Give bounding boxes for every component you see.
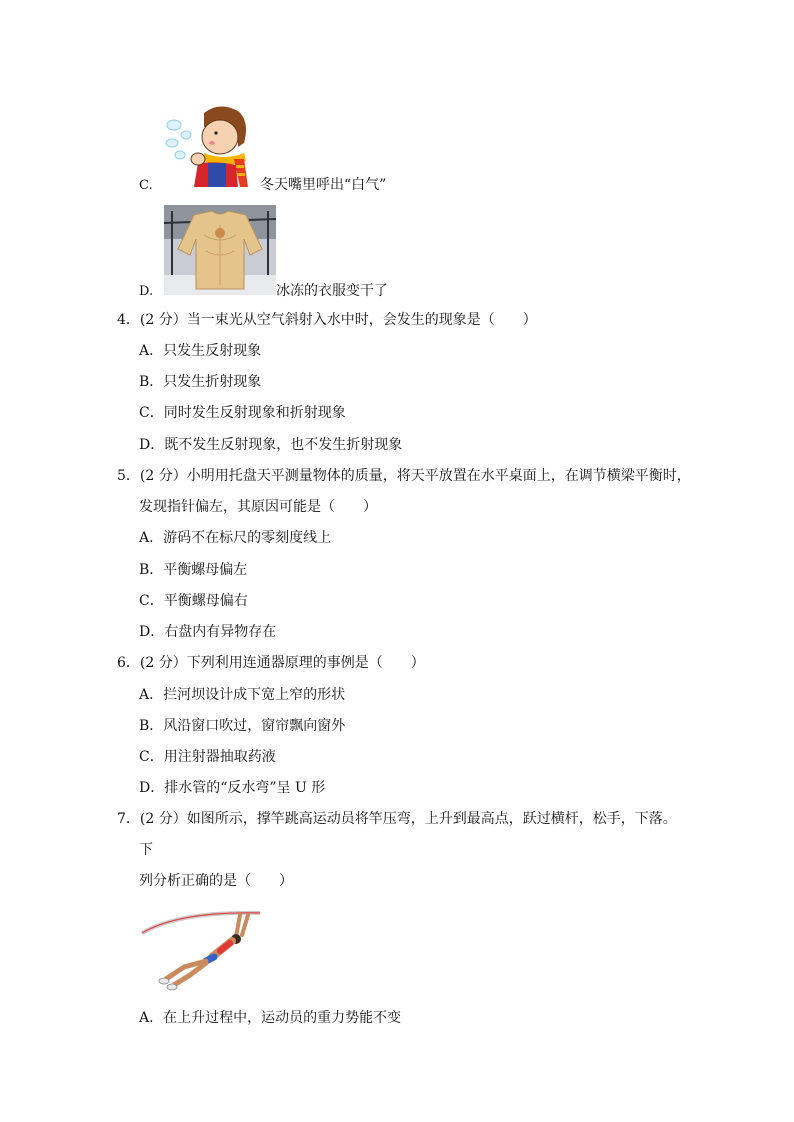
option-d-letter: D. <box>139 284 154 299</box>
question-5-option-d: D．右盘内有异物存在 <box>139 624 277 640</box>
question-7-stem-line2: 下 <box>139 842 153 858</box>
question-5-option-a: A．游码不在标尺的零刻度线上 <box>139 530 332 546</box>
option-c-text: 冬天嘴里呼出“白气” <box>260 177 387 193</box>
question-6-option-b: B．风沿窗口吹过，窗帘飘向窗外 <box>139 718 346 734</box>
question-5-option-c: C．平衡螺母偏右 <box>139 593 248 609</box>
question-5-option-b: B．平衡螺母偏左 <box>139 562 248 578</box>
question-6-option-d: D．排水管的“反水弯”呈 U 形 <box>139 780 326 796</box>
question-4-option-d: D．既不发生反射现象，也不发生折射现象 <box>139 437 403 453</box>
question-6-option-a: A．拦河坝设计成下宽上窄的形状 <box>139 687 346 703</box>
figure-frozen-sweater <box>164 205 276 295</box>
question-4-option-a: A．只发生反射现象 <box>139 343 262 359</box>
option-d-text: 冰冻的衣服变干了 <box>276 283 388 299</box>
question-6-stem: 6．(2 分）下列利用连通器原理的事例是（ ） <box>117 655 425 671</box>
question-4-option-c: C．同时发生反射现象和折射现象 <box>139 405 346 421</box>
figure-boy-breathing <box>164 103 253 187</box>
question-5-stem-line1: 5．(2 分）小明用托盘天平测量物体的质量，将天平放置在水平桌面上，在调节横梁平衡时， <box>117 468 691 484</box>
question-7-option-a: A．在上升过程中，运动员的重力势能不变 <box>139 1010 402 1026</box>
question-6-option-c: C．用注射器抽取药液 <box>139 749 276 765</box>
question-7-stem-line1: 7．(2 分）如图所示，撑竿跳高运动员将竿压弯，上升到最高点，跃过横杆，松手，下落。 <box>117 811 677 827</box>
figure-pole-vaulter <box>140 905 264 991</box>
question-5-stem-line2: 发现指针偏左，其原因可能是（ ） <box>139 499 377 515</box>
option-c-letter: C. <box>139 178 153 193</box>
question-7-stem-line3: 列分析正确的是（ ） <box>139 873 293 889</box>
question-4-option-b: B．只发生折射现象 <box>139 374 262 390</box>
question-4-stem: 4．(2 分）当一束光从空气斜射入水中时，会发生的现象是（ ） <box>117 312 537 328</box>
